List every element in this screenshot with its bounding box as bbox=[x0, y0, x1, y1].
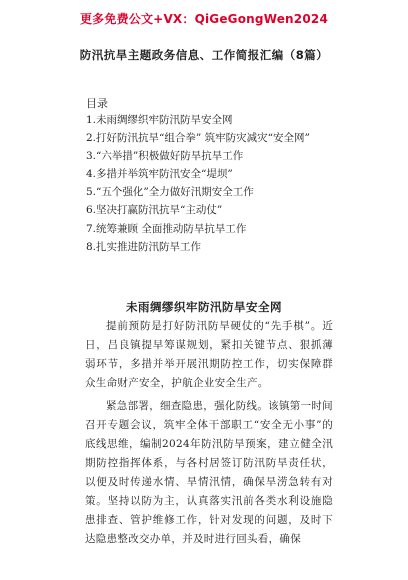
section-body bbox=[85, 317, 333, 553]
toc-item: 1.未雨绸缪织牢防汛防旱安全网 bbox=[86, 114, 233, 126]
toc-item: 8.扎实推进防汛防旱工作 bbox=[86, 240, 202, 253]
table-of-contents bbox=[86, 111, 386, 256]
toc-heading: 目录 bbox=[86, 97, 108, 110]
toc-item: 2.打好防汛抗旱“组合拳” 筑牢防灾减灾“安全网” bbox=[86, 132, 310, 145]
toc-item: 3.“六举措”积极做好防旱抗旱工作 bbox=[86, 150, 244, 163]
section-title: 未雨绸缪织牢防汛防旱安全网 bbox=[126, 300, 282, 314]
body-paragraph: 提前预防是打好防汛防旱硬仗的“先手棋”。近日，吕良镇提早筹谋规划，紧扣关键节点、狠抓薄弱环节，多措并举开展汛期防控工作，切实保障群众生命财产安全，护航企业安全生产。 bbox=[85, 320, 333, 389]
toc-item: 7.统筹兼顾 全面推动防旱抗旱工作 bbox=[86, 222, 247, 235]
body-paragraph: 紧急部署，细查隐患，强化防线。该镇第一时间召开专题会议，筑牢全体干部职工“安全无小事”的底线思维，编制2024年防汛防旱预案，建立健全汛期防控指挥体系，与各村居签订防汛防旱责任状，以便及时传递水情、旱情汛情，确保旱涝急转有对策。坚持以防为主，认真落实汛前各类水利设施隐患排查、管护维修工作，针对发现的问题，及时下达隐患整改交办单，并及时进行回头看，确保 bbox=[85, 400, 333, 545]
document-title: 防汛抗旱主题政务信息、工作简报汇编（8篇） bbox=[79, 48, 329, 62]
toc-item: 4.多措并举筑牢防汛安全“堤坝” bbox=[86, 168, 233, 181]
promo-banner: 更多免费公文+VX：QiGeGongWen2024 bbox=[79, 12, 328, 26]
toc-item: 6.坚决打赢防汛抗旱“主动仗” bbox=[86, 204, 223, 217]
toc-item: 5.“五个强化”全力做好汛期安全工作 bbox=[86, 186, 254, 199]
